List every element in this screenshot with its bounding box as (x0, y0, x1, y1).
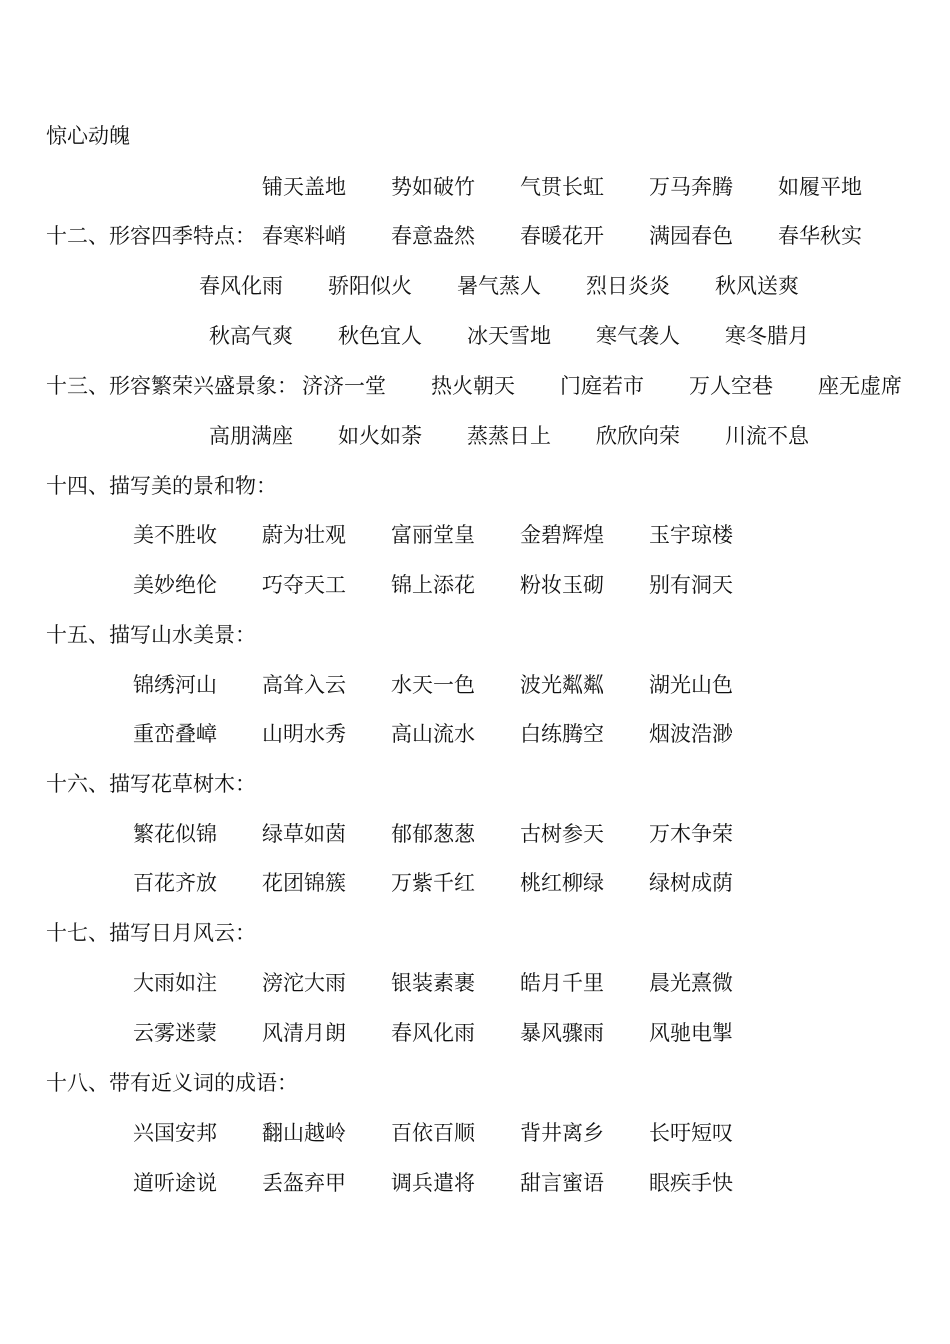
idiom: 山明水秀 (262, 722, 346, 746)
idiom: 骄阳似火 (328, 274, 412, 298)
idiom: 背井离乡 (520, 1121, 604, 1145)
idiom: 济济一堂 (302, 374, 386, 398)
section-heading: 十四、描写美的景和物： (46, 474, 277, 498)
idiom: 美不胜收 (133, 523, 217, 547)
idiom: 暴风骤雨 (520, 1021, 604, 1045)
idiom: 古树参天 (520, 822, 604, 846)
idiom: 寒冬腊月 (725, 324, 809, 348)
section-heading: 十七、描写日月风云： (46, 921, 256, 945)
idiom: 别有洞天 (649, 573, 733, 597)
idiom: 春暖花开 (520, 224, 604, 248)
idiom: 皓月千里 (520, 971, 604, 995)
section-heading: 十六、描写花草树木： (46, 772, 256, 796)
idiom: 如履平地 (778, 175, 862, 199)
idiom: 座无虚席 (818, 374, 902, 398)
idiom: 绿草如茵 (262, 822, 346, 846)
idiom: 风清月朗 (262, 1021, 346, 1045)
idiom: 气贯长虹 (520, 175, 604, 199)
idiom: 如火如荼 (338, 424, 422, 448)
idiom: 蒸蒸日上 (467, 424, 551, 448)
idiom: 万马奔腾 (649, 175, 733, 199)
idiom: 甜言蜜语 (520, 1171, 604, 1195)
idiom: 美妙绝伦 (133, 573, 217, 597)
idiom: 冰天雪地 (467, 324, 551, 348)
idiom: 丢盔弃甲 (262, 1171, 346, 1195)
idiom: 秋高气爽 (209, 324, 293, 348)
idiom: 热火朝天 (431, 374, 515, 398)
top-word: 惊心动魄 (46, 124, 130, 148)
idiom: 铺天盖地 (262, 175, 346, 199)
idiom: 郁郁葱葱 (391, 822, 475, 846)
idiom: 云雾迷蒙 (133, 1021, 217, 1045)
idiom: 满园春色 (649, 224, 733, 248)
idiom: 巧夺天工 (262, 573, 346, 597)
idiom: 白练腾空 (520, 722, 604, 746)
idiom: 晨光熹微 (649, 971, 733, 995)
idiom: 湖光山色 (649, 673, 733, 697)
section-heading: 十五、描写山水美景： (46, 623, 256, 647)
idiom: 长吁短叹 (649, 1121, 733, 1145)
idiom: 兴国安邦 (133, 1121, 217, 1145)
idiom: 波光粼粼 (520, 673, 604, 697)
idiom: 欣欣向荣 (596, 424, 680, 448)
idiom: 万紫千红 (391, 871, 475, 895)
section-heading: 十三、形容繁荣兴盛景象： (46, 374, 298, 398)
idiom: 百依百顺 (391, 1121, 475, 1145)
idiom: 锦上添花 (391, 573, 475, 597)
idiom: 春华秋实 (778, 224, 862, 248)
idiom: 繁花似锦 (133, 822, 217, 846)
idiom: 风驰电掣 (649, 1021, 733, 1045)
idiom: 眼疾手快 (649, 1171, 733, 1195)
idiom: 门庭若市 (560, 374, 644, 398)
idiom: 水天一色 (391, 673, 475, 697)
idiom: 势如破竹 (391, 175, 475, 199)
idiom: 蔚为壮观 (262, 523, 346, 547)
idiom: 秋风送爽 (715, 274, 799, 298)
idiom: 金碧辉煌 (520, 523, 604, 547)
idiom: 绿树成荫 (649, 871, 733, 895)
idiom: 玉宇琼楼 (649, 523, 733, 547)
idiom: 高耸入云 (262, 673, 346, 697)
idiom: 大雨如注 (133, 971, 217, 995)
idiom: 春意盎然 (391, 224, 475, 248)
idiom: 桃红柳绿 (520, 871, 604, 895)
idiom: 春风化雨 (199, 274, 283, 298)
idiom: 高朋满座 (209, 424, 293, 448)
idiom: 粉妆玉砌 (520, 573, 604, 597)
idiom: 秋色宜人 (338, 324, 422, 348)
idiom: 重峦叠嶂 (133, 722, 217, 746)
idiom: 翻山越岭 (262, 1121, 346, 1145)
idiom: 万人空巷 (689, 374, 773, 398)
idiom: 烈日炎炎 (586, 274, 670, 298)
idiom: 川流不息 (725, 424, 809, 448)
idiom: 烟波浩渺 (649, 722, 733, 746)
idiom: 调兵遣将 (391, 1171, 475, 1195)
idiom: 道听途说 (133, 1171, 217, 1195)
idiom: 万木争荣 (649, 822, 733, 846)
idiom: 春风化雨 (391, 1021, 475, 1045)
idiom: 银装素裹 (391, 971, 475, 995)
section-heading: 十八、带有近义词的成语： (46, 1071, 298, 1095)
section-heading: 十二、形容四季特点： (46, 224, 256, 248)
idiom: 百花齐放 (133, 871, 217, 895)
idiom: 寒气袭人 (596, 324, 680, 348)
idiom: 锦绣河山 (133, 673, 217, 697)
idiom: 春寒料峭 (262, 224, 346, 248)
idiom: 富丽堂皇 (391, 523, 475, 547)
idiom: 暑气蒸人 (457, 274, 541, 298)
idiom: 花团锦簇 (262, 871, 346, 895)
idiom: 高山流水 (391, 722, 475, 746)
idiom: 滂沱大雨 (262, 971, 346, 995)
